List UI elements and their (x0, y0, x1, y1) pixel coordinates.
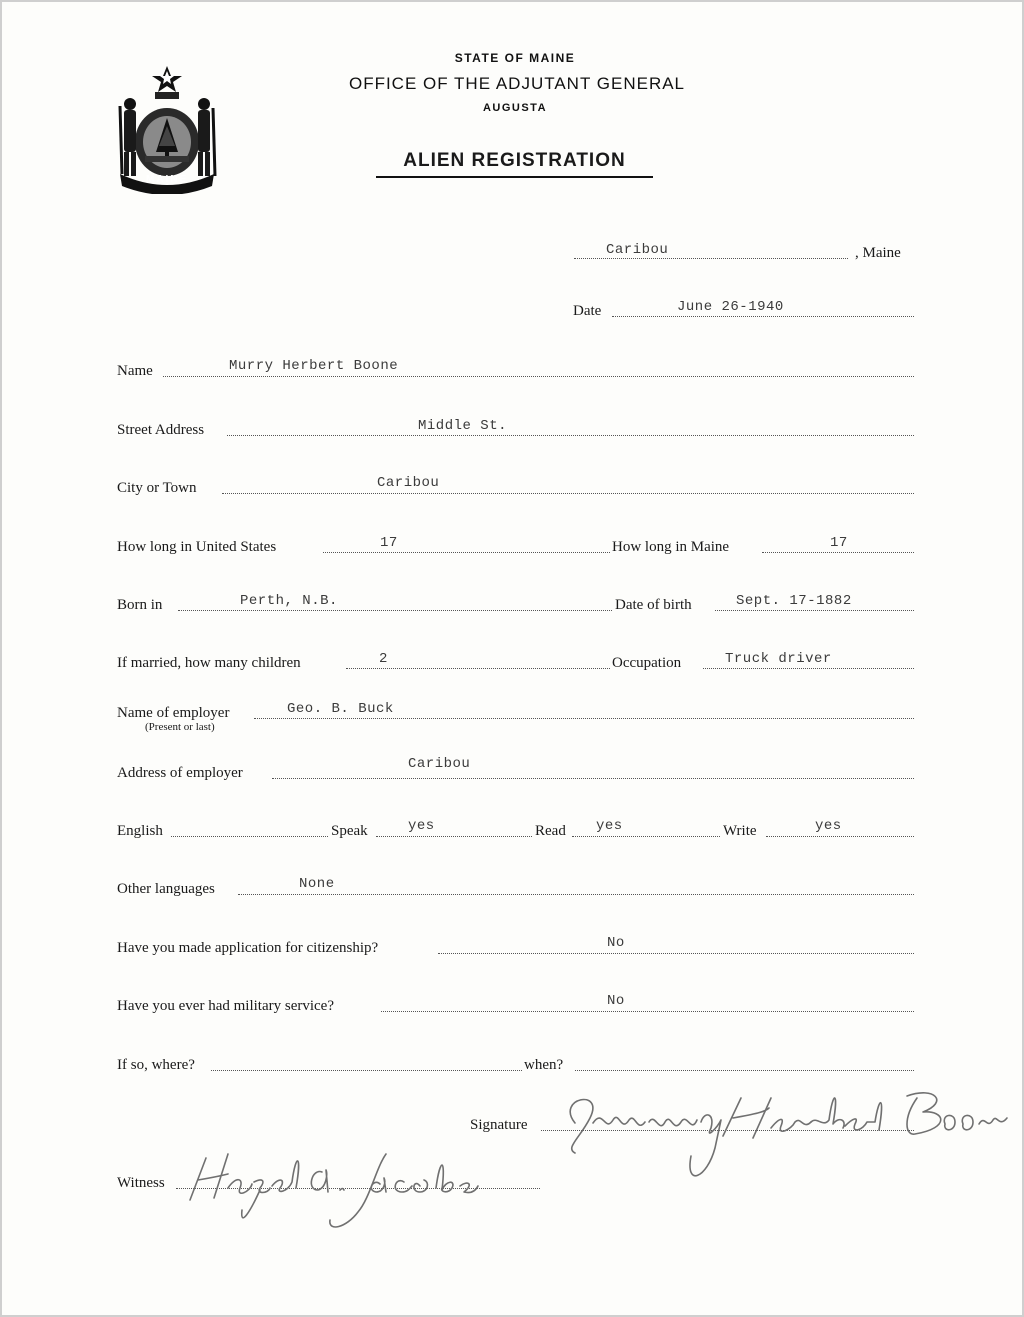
date-value: June 26-1940 (677, 299, 784, 315)
date-label: Date (573, 303, 602, 319)
children-value: 2 (379, 651, 388, 667)
form-title: ALIEN REGISTRATION (376, 150, 653, 178)
other-languages-value: None (299, 876, 335, 892)
maine-years-value: 17 (830, 535, 848, 551)
occupation-label: Occupation (612, 655, 682, 671)
english-line (171, 836, 328, 837)
us-years-line (323, 552, 610, 553)
place-value: Caribou (606, 242, 669, 258)
occupation-value: Truck driver (725, 651, 832, 667)
born-in-line (178, 610, 612, 611)
employer-line (254, 718, 914, 719)
where-line (211, 1070, 522, 1071)
street-value: Middle St. (418, 418, 508, 434)
city-heading: AUGUSTA (482, 102, 548, 114)
speak-label: Speak (331, 823, 368, 839)
military-line (381, 1011, 914, 1012)
speak-value: yes (408, 818, 435, 834)
military-label: Have you ever had military service? (117, 998, 334, 1014)
street-line (227, 435, 914, 436)
state-heading: STATE OF MAINE (454, 51, 576, 65)
dob-label: Date of birth (615, 597, 692, 613)
english-label: English (117, 823, 163, 839)
write-value: yes (815, 818, 842, 834)
read-line (572, 836, 720, 837)
witness-line (176, 1188, 540, 1189)
citizenship-line (438, 953, 914, 954)
name-line (163, 376, 914, 377)
other-languages-line (238, 894, 914, 895)
us-years-label: How long in United States (117, 539, 277, 555)
signature-label: Signature (470, 1117, 528, 1133)
citizenship-value: No (607, 935, 625, 951)
employer-value: Geo. B. Buck (287, 701, 394, 717)
date-line (612, 316, 914, 317)
other-languages-label: Other languages (117, 881, 215, 897)
office-heading: OFFICE OF THE ADJUTANT GENERAL (348, 74, 686, 93)
occupation-line (703, 668, 914, 669)
place-line (574, 258, 848, 259)
employer-sublabel: (Present or last) (145, 721, 215, 733)
military-value: No (607, 993, 625, 1009)
born-in-value: Perth, N.B. (240, 593, 338, 609)
read-value: yes (596, 818, 623, 834)
employer-address-value: Caribou (408, 756, 471, 772)
children-label: If married, how many children (117, 655, 301, 671)
maine-years-line (762, 552, 914, 553)
witness-label: Witness (117, 1175, 165, 1191)
write-label: Write (723, 823, 757, 839)
children-line (346, 668, 610, 669)
signature-line (541, 1130, 914, 1131)
born-in-label: Born in (117, 597, 163, 613)
us-years-value: 17 (380, 535, 398, 551)
seal-ribbon-text: MAINE (146, 174, 189, 185)
write-line (766, 836, 914, 837)
citizenship-label: Have you made application for citizenship? (117, 940, 379, 956)
when-label: when? (524, 1057, 564, 1073)
place-suffix: , Maine (855, 245, 901, 261)
signature-handwriting (545, 1078, 1015, 1188)
employer-address-line (272, 778, 914, 779)
city-value: Caribou (377, 475, 440, 491)
when-line (575, 1070, 914, 1071)
read-label: Read (535, 823, 566, 839)
where-label: If so, where? (117, 1057, 195, 1073)
name-label: Name (117, 363, 153, 379)
employer-label: Name of employer (117, 705, 230, 721)
employer-address-label: Address of employer (117, 765, 243, 781)
dob-value: Sept. 17-1882 (736, 593, 852, 609)
city-label: City or Town (117, 480, 197, 496)
speak-line (376, 836, 532, 837)
street-label: Street Address (117, 422, 205, 438)
maine-years-label: How long in Maine (612, 539, 730, 555)
city-line (222, 493, 914, 494)
dob-line (715, 610, 914, 611)
name-value: Murry Herbert Boone (229, 358, 399, 374)
